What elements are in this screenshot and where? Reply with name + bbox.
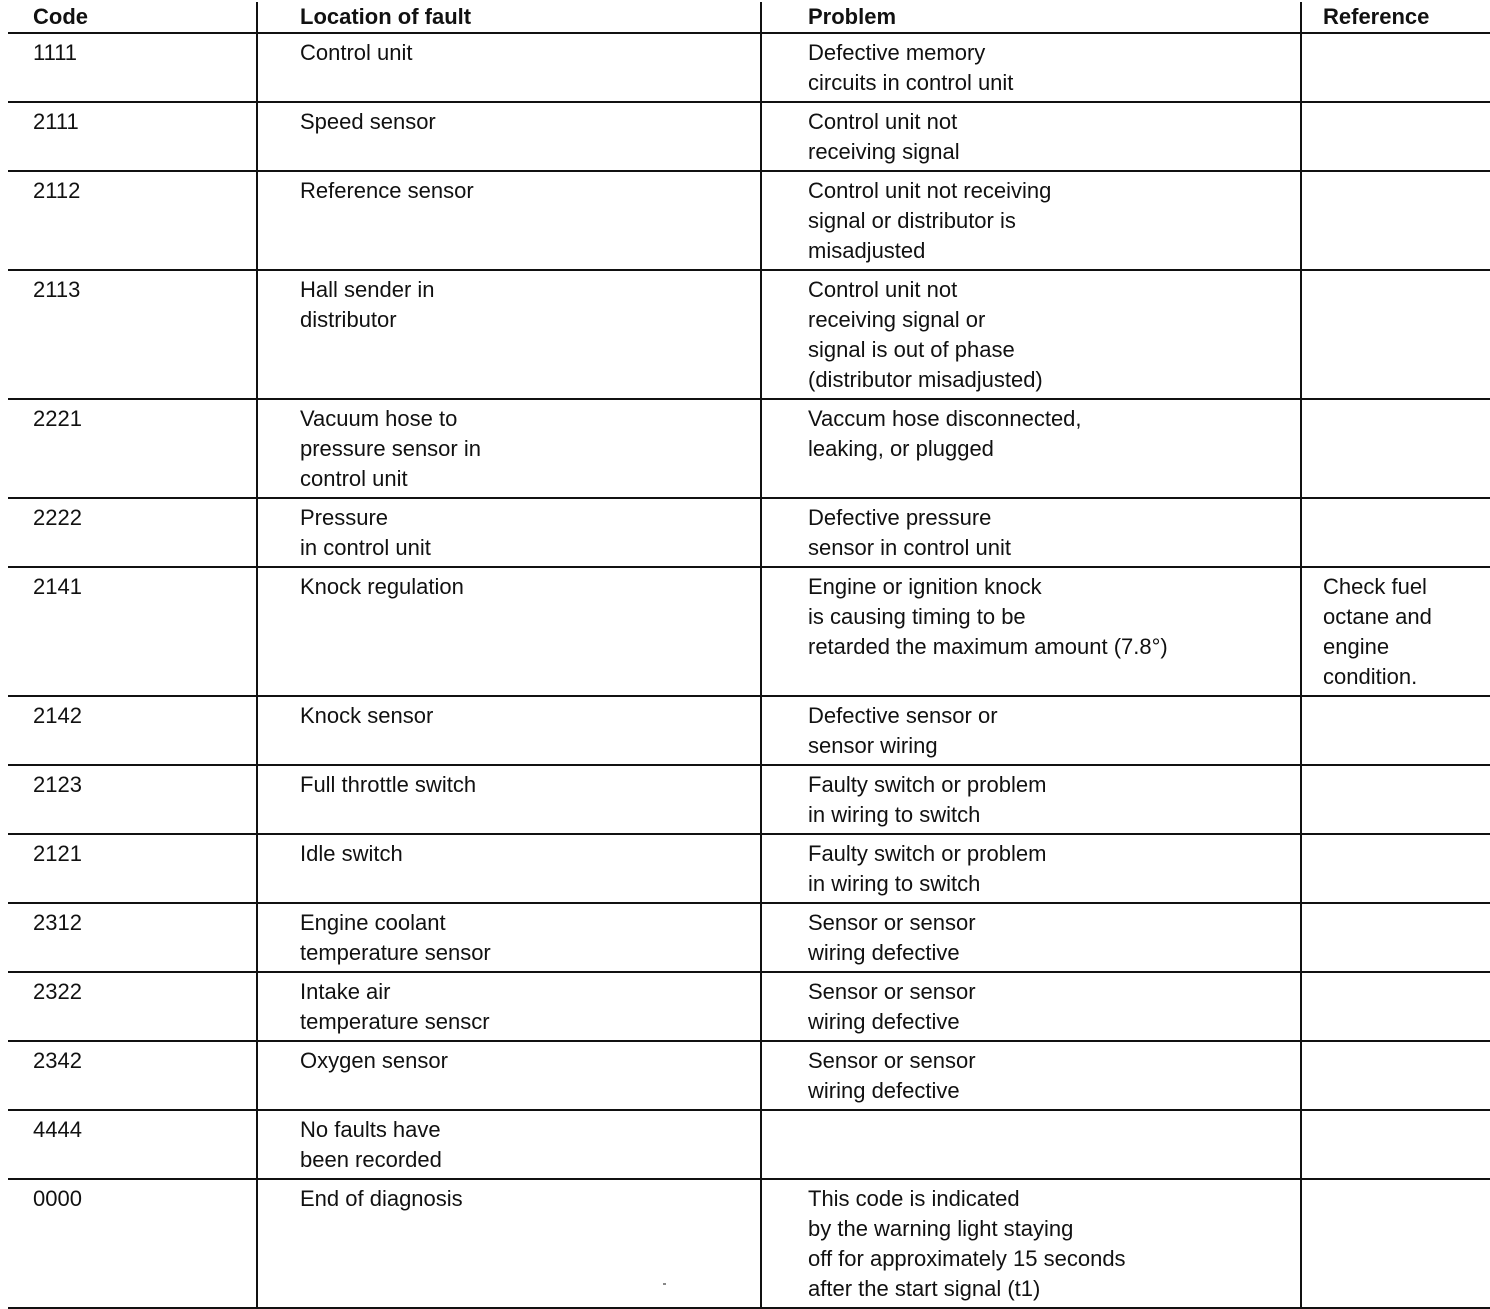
table-row [8,567,1490,696]
problem-line: Faulty switch or problem [808,841,1047,866]
cell-code: 2121 [8,834,257,903]
location-line: Control unit [300,40,413,65]
problem-line: Control unit not receiving [808,178,1052,203]
location-line: Oxygen sensor [300,1048,448,1073]
cell-reference [1301,270,1490,399]
cell-problem [761,567,1301,696]
cell-reference [1301,903,1490,972]
table-row [8,1179,1490,1308]
header-code: Code [8,2,257,33]
cell-reference [1301,171,1490,270]
problem-line: off for approximately 15 seconds [808,1246,1126,1271]
problem-line: sensor wiring [808,733,938,758]
problem-line: in wiring to switch [808,871,981,896]
location-line: been recorded [300,1147,442,1172]
cell-problem [761,270,1301,399]
cell-code: 2123 [8,765,257,834]
location-line: Idle switch [300,841,403,866]
table-row [8,1110,1490,1179]
problem-line: signal or distributor is [808,208,1016,233]
cell-problem [761,903,1301,972]
table-row [8,765,1490,834]
cell-problem [761,1041,1301,1110]
problem-line: is causing timing to be [808,604,1026,629]
cell-location [257,834,761,903]
cell-location [257,1041,761,1110]
cell-code: 0000 [8,1179,257,1308]
problem-line: by the warning light staying [808,1216,1074,1241]
cell-code: 2322 [8,972,257,1041]
cell-code: 2342 [8,1041,257,1110]
cell-location [257,567,761,696]
cell-reference [1301,102,1490,171]
problem-line: Faulty switch or problem [808,772,1047,797]
problem-line: Defective memory [808,40,986,65]
location-line: Engine coolant [300,910,446,935]
location-line: No faults have [300,1117,441,1142]
table-row [8,171,1490,270]
cell-code: 2222 [8,498,257,567]
table-body [8,33,1490,1308]
location-line: distributor [300,307,397,332]
cell-location [257,102,761,171]
cell-location [257,1179,761,1308]
location-line: in control unit [300,535,431,560]
location-line: temperature senscr [300,1009,490,1034]
cell-location [257,1110,761,1179]
location-line: Vacuum hose to [300,406,458,431]
problem-line: Control unit not [808,109,958,134]
problem-line: in wiring to switch [808,802,981,827]
problem-line: Sensor or sensor [808,910,976,935]
table-row [8,102,1490,171]
cell-location [257,972,761,1041]
problem-line: receiving signal or [808,307,986,332]
cell-problem [761,834,1301,903]
problem-line: signal is out of phase [808,337,1015,362]
location-line: Knock sensor [300,703,434,728]
cell-location [257,399,761,498]
cell-reference [1301,1041,1490,1110]
problem-line: wiring defective [808,1009,960,1034]
problem-line: Control unit not [808,277,958,302]
cell-code: 2221 [8,399,257,498]
header-row [8,2,1490,33]
cell-reference [1301,498,1490,567]
location-line: Reference sensor [300,178,474,203]
location-line: Speed sensor [300,109,436,134]
cell-code: 2112 [8,171,257,270]
scan-speck [663,1283,666,1285]
reference-line: octane and [1323,604,1432,629]
table-row [8,834,1490,903]
table-row [8,498,1490,567]
header-reference: Reference [1301,2,1490,33]
cell-reference [1301,33,1490,102]
reference-line: engine [1323,634,1390,659]
cell-problem [761,972,1301,1041]
cell-code: 1111 [8,33,257,102]
problem-line: sensor in control unit [808,535,1011,560]
cell-reference [1301,834,1490,903]
cell-location [257,270,761,399]
cell-code: 2312 [8,903,257,972]
table-row [8,270,1490,399]
cell-problem [761,1179,1301,1308]
table-row [8,33,1490,102]
cell-location [257,765,761,834]
location-line: End of diagnosis [300,1186,463,1211]
cell-reference [1301,972,1490,1041]
location-line: pressure sensor in [300,436,481,461]
cell-problem [761,102,1301,171]
location-line: Knock regulation [300,574,464,599]
cell-reference [1301,1179,1490,1308]
location-line: control unit [300,466,408,491]
cell-problem [761,33,1301,102]
problem-line: wiring defective [808,940,960,965]
cell-reference [1301,696,1490,765]
cell-problem [761,498,1301,567]
problem-line: Defective sensor or [808,703,998,728]
cell-problem [761,1110,1301,1179]
cell-location [257,33,761,102]
reference-line: Check fuel [1323,574,1427,599]
problem-line: Engine or ignition knock [808,574,1042,599]
location-line: Full throttle switch [300,772,477,797]
header-problem: Problem [761,2,1301,33]
problem-line: leaking, or plugged [808,436,994,461]
problem-line: misadjusted [808,238,926,263]
cell-reference [1301,399,1490,498]
location-line: temperature sensor [300,940,491,965]
cell-location [257,171,761,270]
cell-location [257,498,761,567]
problem-line: receiving signal [808,139,960,164]
location-line: Intake air [300,979,391,1004]
table-row [8,1041,1490,1110]
cell-code: 2141 [8,567,257,696]
header-location: Location of fault [257,2,761,33]
problem-line: Vaccum hose disconnected, [808,406,1082,431]
cell-code: 4444 [8,1110,257,1179]
table-row [8,399,1490,498]
cell-reference [1301,765,1490,834]
table-row [8,903,1490,972]
cell-code: 2111 [8,102,257,171]
cell-location [257,903,761,972]
problem-line: circuits in control unit [808,70,1014,95]
problem-line: This code is indicated [808,1186,1020,1211]
fault-code-table [8,2,1490,1309]
table-row [8,696,1490,765]
cell-code: 2142 [8,696,257,765]
reference-line: condition. [1323,664,1418,689]
problem-line: Defective pressure [808,505,992,530]
location-line: Hall sender in [300,277,435,302]
location-line: Pressure [300,505,389,530]
cell-location [257,696,761,765]
problem-line: retarded the maximum amount (7.8°) [808,634,1168,659]
problem-line: Sensor or sensor [808,1048,976,1073]
table-row [8,972,1490,1041]
problem-line: after the start signal (t1) [808,1276,1041,1301]
cell-code: 2113 [8,270,257,399]
cell-problem [761,696,1301,765]
cell-problem [761,171,1301,270]
problem-line: (distributor misadjusted) [808,367,1043,392]
problem-line: wiring defective [808,1078,960,1103]
cell-problem [761,399,1301,498]
cell-problem [761,765,1301,834]
cell-reference [1301,1110,1490,1179]
problem-line: Sensor or sensor [808,979,976,1004]
cell-reference [1301,567,1490,696]
